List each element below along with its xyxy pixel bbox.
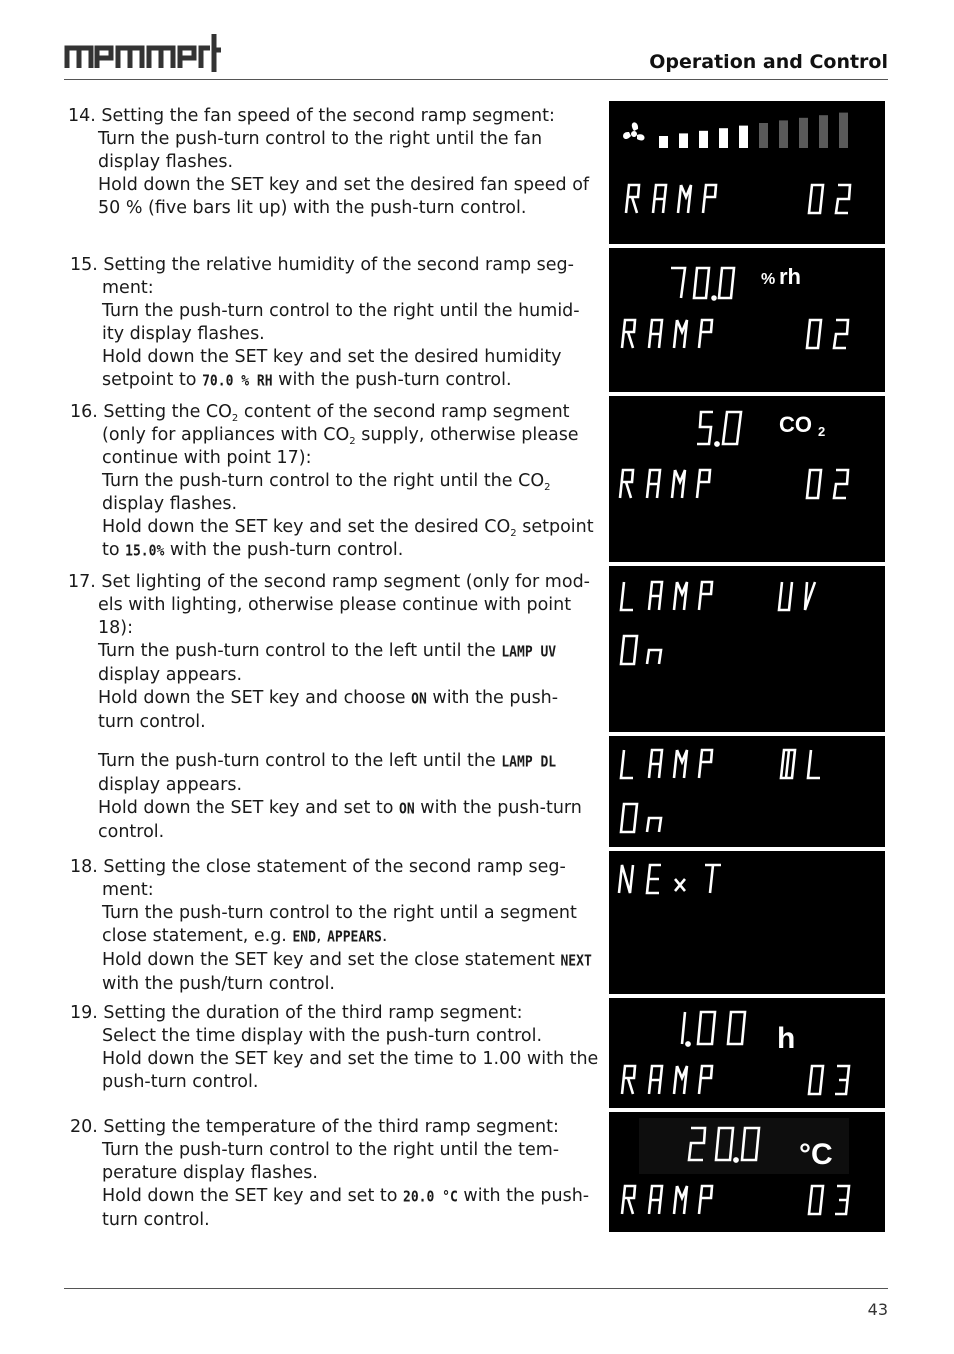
seg-text-segment-number <box>809 1186 849 1214</box>
display-code: LAMP DL <box>501 753 557 772</box>
step-20: 20. Setting the temperature of the third ramp segment: Turn the push-turn control to the right until the tem- perature display flashes. Hold down the SET key and set to 20.0 °C with the push- turn control. <box>70 1117 590 1230</box>
step-15 <box>70 254 605 393</box>
display-lamp-uv <box>609 566 885 732</box>
seg-text-lamp <box>621 582 712 610</box>
step-19: 19. Setting the duration of the third ramp segment: Select the time display with the push-turn control. Hold down the SET key and set the time to 1.00 with the push-turn control. <box>70 1003 599 1092</box>
display-humidity <box>609 248 885 392</box>
step-text: Turn the push-turn control to the right until the fan <box>98 129 543 149</box>
svg-text:°C: °C <box>799 1138 833 1171</box>
seg-text-ramp <box>622 1066 712 1094</box>
page-number: 43 <box>867 1300 888 1319</box>
step-text: display flashes. <box>98 152 234 172</box>
display-fan-speed <box>609 101 885 244</box>
fan-bar <box>739 126 748 148</box>
step-14 <box>68 105 603 220</box>
display-code: 15.0% <box>125 542 165 561</box>
step-text: Hold down the SET key and set the desired humidity <box>102 347 562 367</box>
fan-bar <box>719 128 728 148</box>
step-text: setpoint to 70.0 % RH with the push-turn control. <box>70 369 605 393</box>
seg-text-segment-number <box>809 185 850 213</box>
display-code: NEXT <box>560 952 592 971</box>
fan-speed-bars <box>659 113 848 148</box>
display-temperature <box>609 1112 885 1232</box>
seg-text-segment-number <box>809 1066 849 1094</box>
memmert-logo <box>64 30 224 75</box>
seg-text-ramp <box>622 1186 712 1214</box>
fan-bar <box>659 136 668 148</box>
seg-value-70.0 <box>671 268 734 300</box>
step-title: Setting the fan speed of the second ramp segment: <box>101 106 555 126</box>
section-title: Operation and Control <box>649 51 888 73</box>
seg-text-segment-number <box>807 320 848 348</box>
seg-value-5.0 <box>697 412 741 446</box>
display-code: END <box>292 928 316 947</box>
fan-bar <box>799 118 808 148</box>
step-text: ity display flashes. <box>102 324 265 344</box>
display-lamp-dl <box>609 736 885 847</box>
footer-rule <box>64 1288 888 1289</box>
seg-value-1.00 <box>682 1012 745 1046</box>
step-number: 15. <box>70 255 98 275</box>
seg-text-ramp <box>620 470 710 498</box>
display-co2 <box>609 396 885 562</box>
fan-bar <box>839 113 848 148</box>
svg-text:CO: CO <box>779 412 812 437</box>
display-code: LAMP UV <box>501 643 557 662</box>
fan-bar <box>819 115 828 148</box>
fan-bar <box>779 120 788 148</box>
step-title: Setting the relative humidity of the second ramp seg- <box>103 255 574 275</box>
fan-bar <box>679 133 688 148</box>
svg-text:h: h <box>777 1022 796 1055</box>
step-number: 14. <box>68 106 96 126</box>
step-text: 50 % (five bars lit up) with the push-turn control. <box>98 198 527 218</box>
step-text: Turn the push-turn control to the right until the humid- <box>102 301 580 321</box>
display-time <box>609 998 885 1108</box>
step-number: 20. <box>70 1117 98 1137</box>
seg-text-next <box>619 865 721 893</box>
fan-bar <box>699 131 708 148</box>
step-18: 18. Setting the close statement of the second ramp seg- ment: Turn the push-turn control to the right until a segment close statement, e.g. END, APPEARS. Hold down the SET key and set the close statement NEXT with the push/turn control. <box>70 857 592 994</box>
fan-bar <box>759 123 768 148</box>
step-number: 17. <box>68 572 96 592</box>
fan-icon <box>623 122 644 140</box>
display-next <box>609 851 885 994</box>
step-17: 17. Set lighting of the second ramp segment (only for mod- els with lighting, otherwise please continue with point 18): Turn the push-turn control to the left until the LAMP UV display appears. Hold down the SET key and choose ON with the push- turn control. Turn the push-turn control to the left until the LAMP DL display appears. Hold down the SET key and set to ON with the push-turn control. <box>68 572 590 842</box>
header-rule <box>64 79 888 80</box>
svg-text:rh: rh <box>779 264 801 289</box>
step-number: 19. <box>70 1003 98 1023</box>
step-16: 16. Setting the $CO_2$ content of the second ramp segment (only for appliances with $CO_2$ supply, otherwise please continue with point 17): Turn the push-turn control to the right until the $CO_2$ display flashes. Hold down the SET key and set the desired $CO_2$ setpoint to 15.0% with the push-turn control. <box>70 401 605 563</box>
seg-text-segment-number <box>807 470 848 498</box>
display-code: ON <box>411 690 427 709</box>
display-code: 70.0 % RH <box>202 372 273 391</box>
seg-text-ramp <box>626 185 716 213</box>
seg-text-lamp <box>621 750 712 778</box>
step-text: ment: <box>102 278 154 298</box>
seg-text-dl <box>781 750 820 778</box>
step-number: 18. <box>70 857 98 877</box>
seg-text-ramp <box>622 320 712 348</box>
seg-text-on <box>621 804 661 832</box>
display-code: APPEARS <box>327 928 382 947</box>
seg-text-on <box>621 636 661 664</box>
display-code: ON <box>399 800 415 819</box>
step-text: Hold down the SET key and set the desired fan speed of <box>98 175 590 195</box>
seg-text-uv <box>779 582 815 610</box>
step-number: 16. <box>70 402 98 422</box>
svg-text:2: 2 <box>818 424 826 439</box>
svg-text:%: % <box>761 271 776 288</box>
display-code: 20.0 °C <box>403 1188 458 1207</box>
